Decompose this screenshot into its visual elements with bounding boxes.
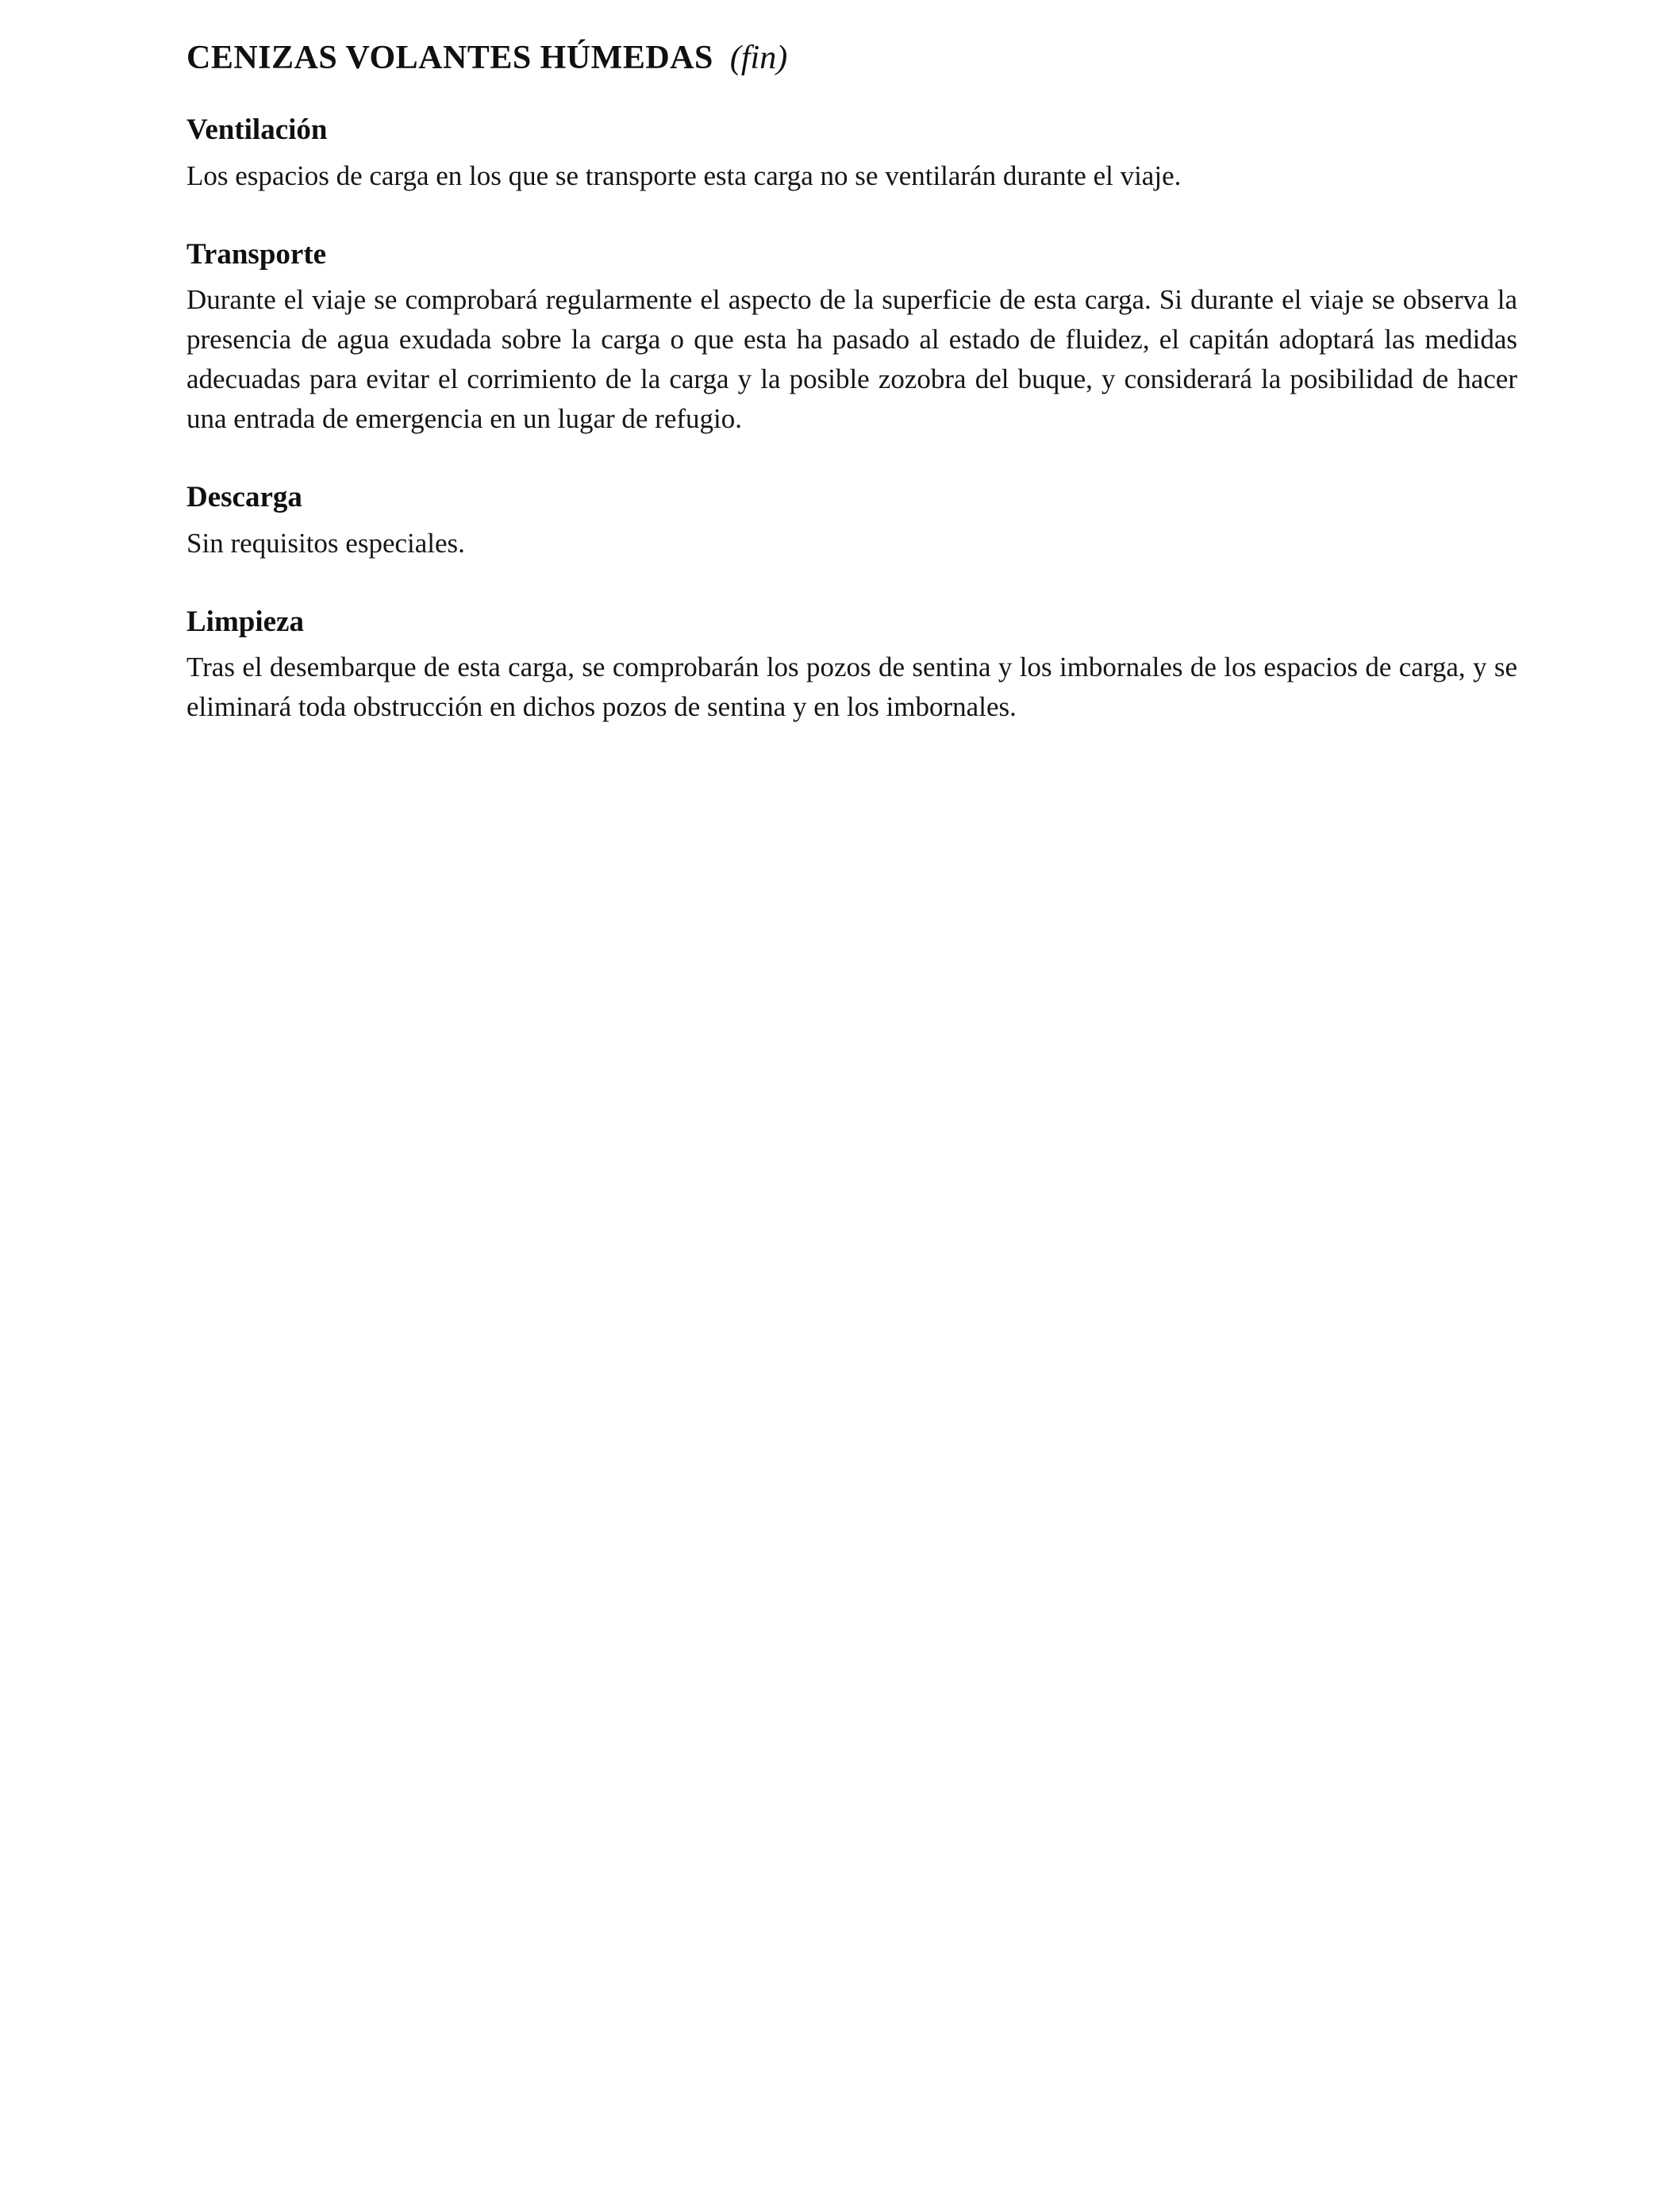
page-title-text: CENIZAS VOLANTES HÚMEDAS <box>186 40 713 76</box>
section-body-limpieza: Tras el desembarque de esta carga, se comprobarán los pozos de sentina y los imbornales de los espacios de carga, y se eliminará toda obstrucción en dichos pozos de sentina y en los imbornales. <box>186 652 1517 723</box>
section-ventilacion <box>186 113 1517 195</box>
section-body-descarga: Sin requisitos especiales. <box>186 527 465 559</box>
section-limpieza <box>186 605 1517 727</box>
section-body-transporte: Durante el viaje se comprobará regularmente el aspecto de la superficie de esta carga. Si durante el viaje se observa la presencia de agua exudada sobre la carga o que esta ha pasado al estado de fluidez, el capitán adoptará las medidas adecuadas para evitar el corrimiento de la carga y la posible zozobra del buque, y considerará la posibilidad de hacer una entrada de emergencia en un lugar de refugio. <box>186 284 1517 435</box>
section-heading-ventilacion: Ventilación <box>186 113 328 147</box>
page-title-suffix: (fin) <box>729 40 788 76</box>
page-title <box>186 38 1517 78</box>
section-heading-limpieza: Limpieza <box>186 605 304 638</box>
section-descarga <box>186 480 1517 563</box>
section-heading-descarga: Descarga <box>186 481 302 514</box>
section-transporte <box>186 237 1517 440</box>
section-heading-transporte: Transporte <box>186 237 327 271</box>
section-body-ventilacion: Los espacios de carga en los que se transporte esta carga no se ventilarán durante el viaje. <box>186 160 1182 191</box>
